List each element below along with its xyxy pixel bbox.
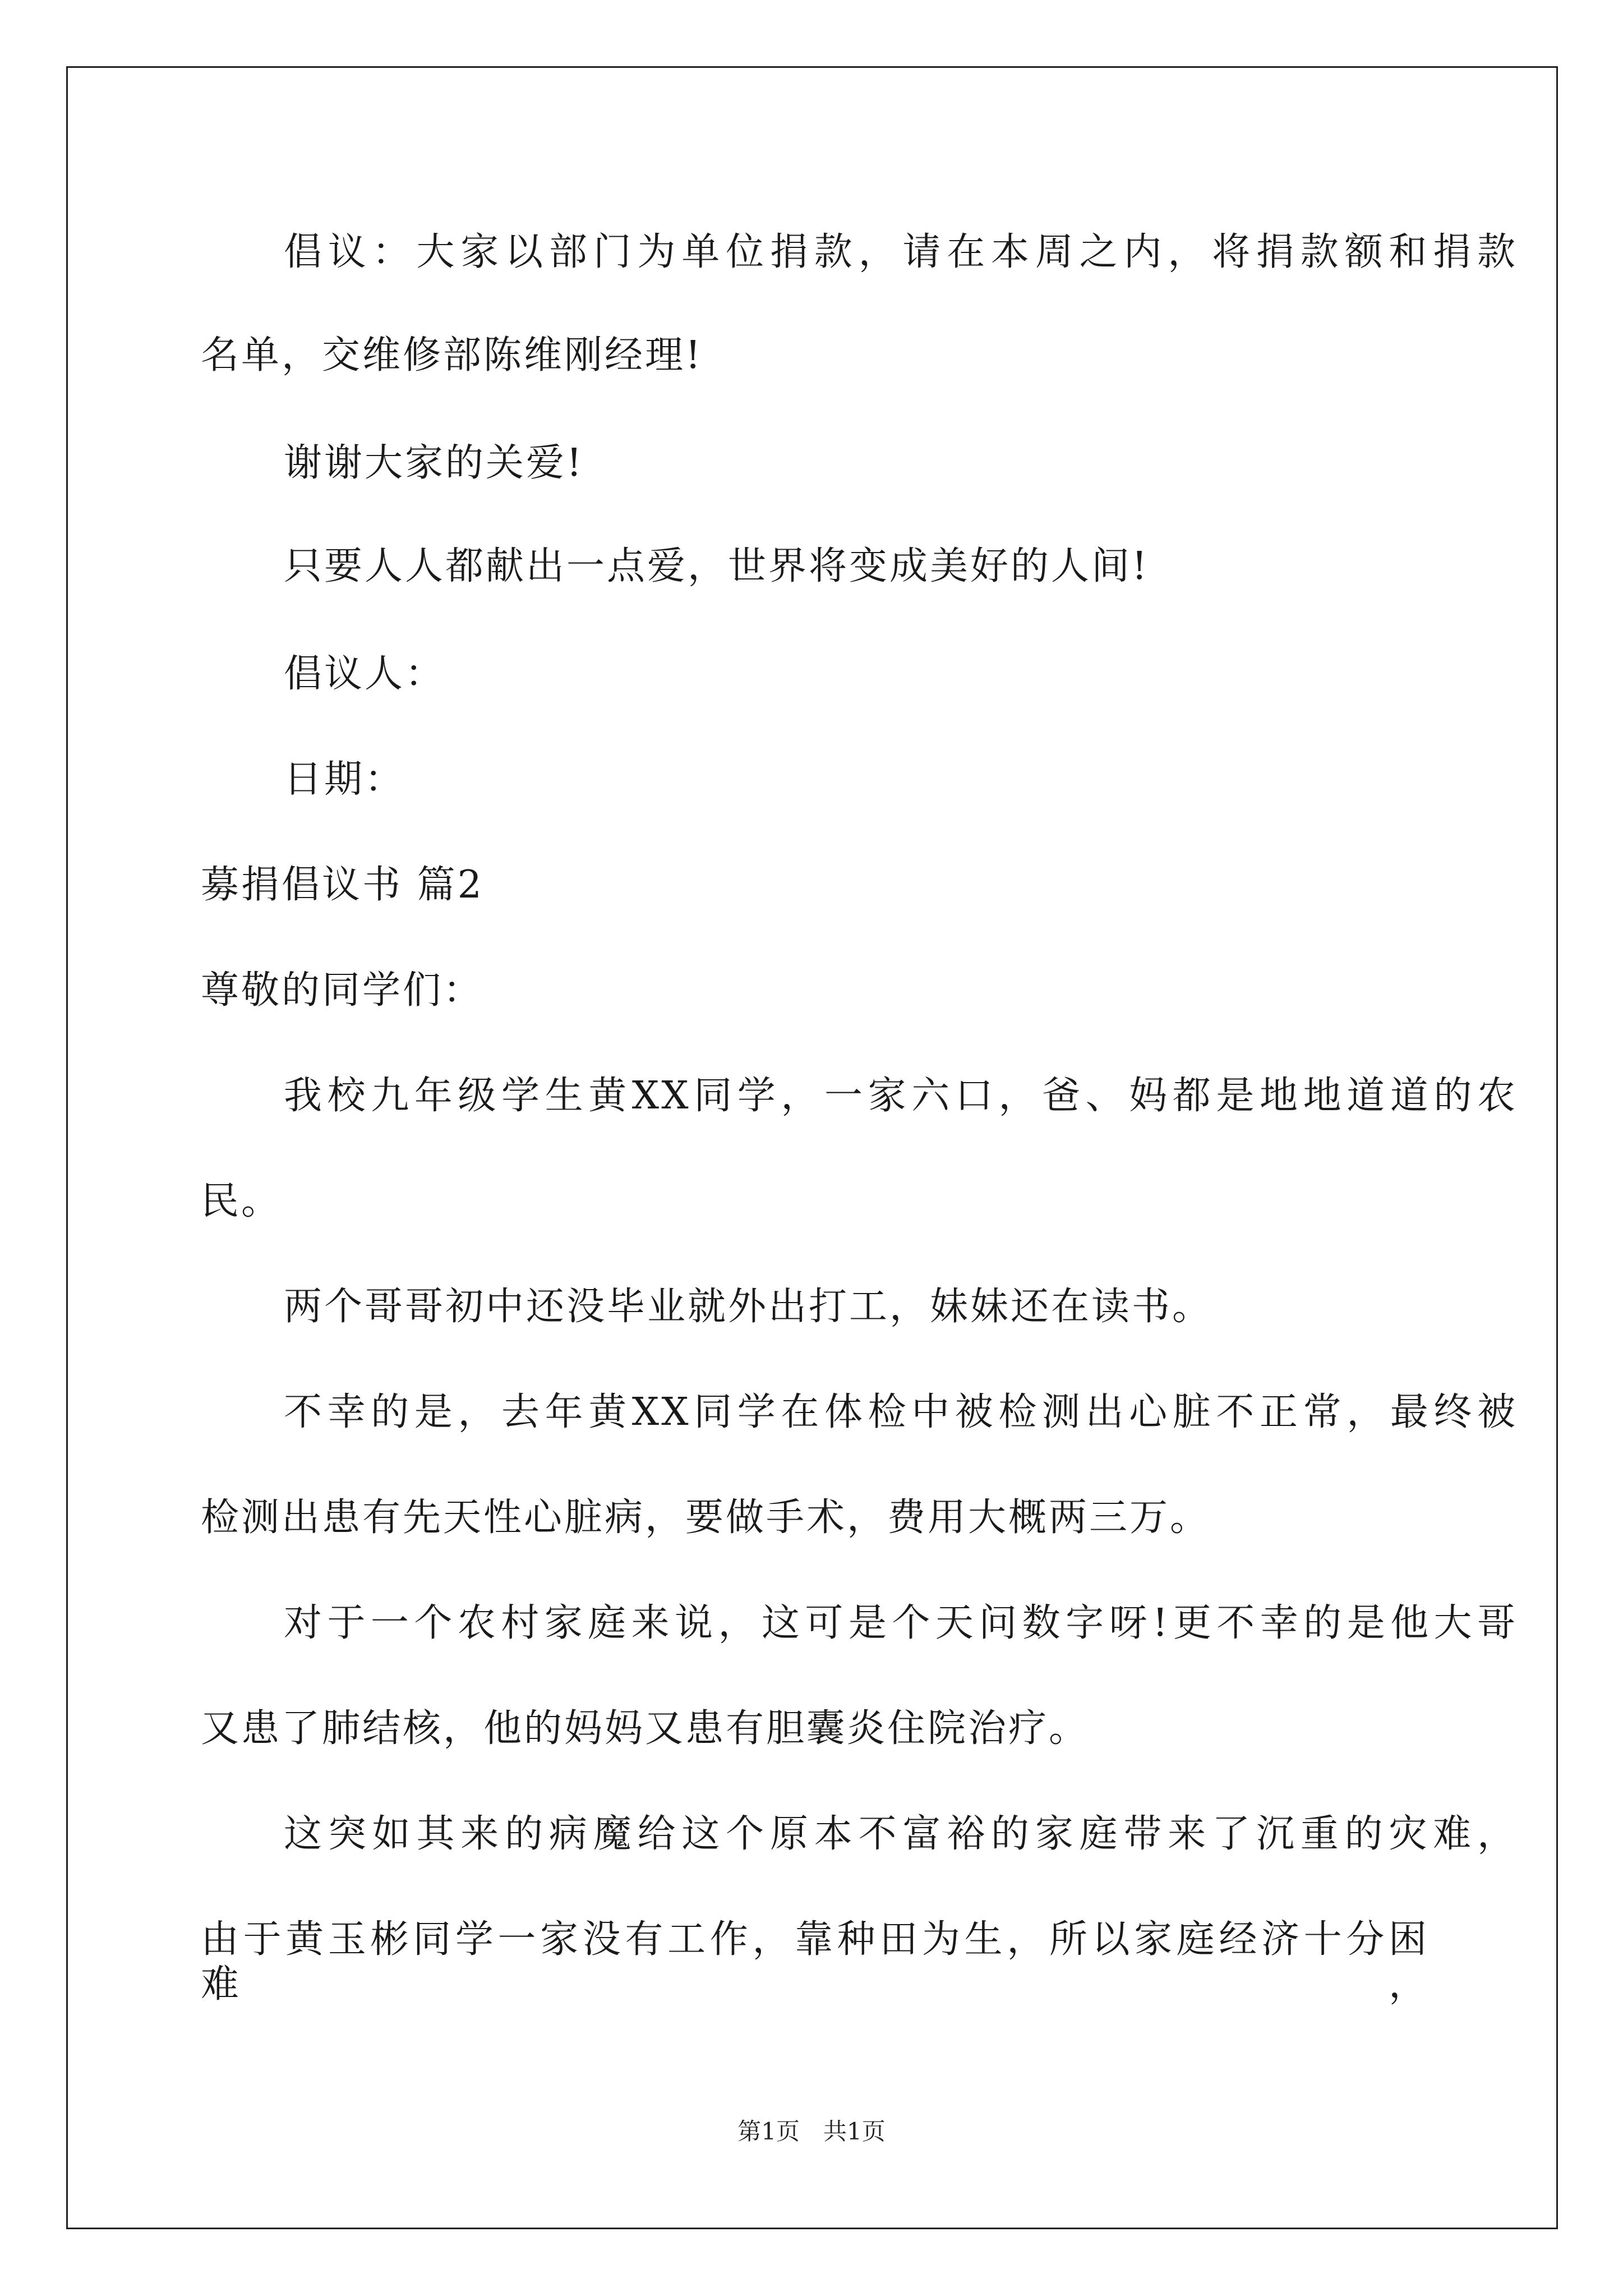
page-border <box>66 66 1558 2229</box>
salutation: 尊敬的同学们： <box>201 968 484 1013</box>
paragraph-line: 民。 <box>201 1179 282 1223</box>
paragraph-line: 两个哥哥初中还没毕业就外出打工，妹妹还在读书。 <box>284 1285 1213 1329</box>
section-heading: 募捐倡议书 篇2 <box>201 863 484 907</box>
paragraph-line: 谢谢大家的关爱! <box>284 441 584 485</box>
paragraph-line: 我校九年级学生黄XX同学，一家六口，爸、妈都是地地道道的农 <box>284 1074 1518 1118</box>
paragraph-line: 倡议：大家以部门为单位捐款，请在本周之内，将捐款额和捐款 <box>284 230 1518 274</box>
paragraph-line: 对于一个农村家庭来说，这可是个天问数字呀!更不幸的是他大哥 <box>284 1601 1518 1645</box>
paragraph-line: 又患了肺结核，他的妈妈又患有胆囊炎住院治疗。 <box>201 1706 1090 1751</box>
paragraph-line: 不幸的是，去年黄XX同学在体检中被检测出心脏不正常，最终被 <box>284 1390 1518 1434</box>
paragraph-line: 这突如其来的病魔给这个原本不富裕的家庭带来了沉重的灾难， <box>284 1812 1518 1856</box>
page-number-footer: 第1页 共1页 <box>737 2118 886 2145</box>
paragraph-line: 由于黄玉彬同学一家没有工作，靠种田为生，所以家庭经济十分困难， <box>201 1917 1429 2007</box>
paragraph-line: 名单，交维修部陈维刚经理! <box>201 333 703 378</box>
paragraph-line: 倡议人： <box>284 652 446 696</box>
paragraph-line: 日期： <box>284 757 405 802</box>
paragraph-line: 只要人人都献出一点爱，世界将变成美好的人间! <box>284 544 1150 588</box>
paragraph-line: 检测出患有先天性心脏病，要做手术，费用大概两三万。 <box>201 1496 1211 1540</box>
